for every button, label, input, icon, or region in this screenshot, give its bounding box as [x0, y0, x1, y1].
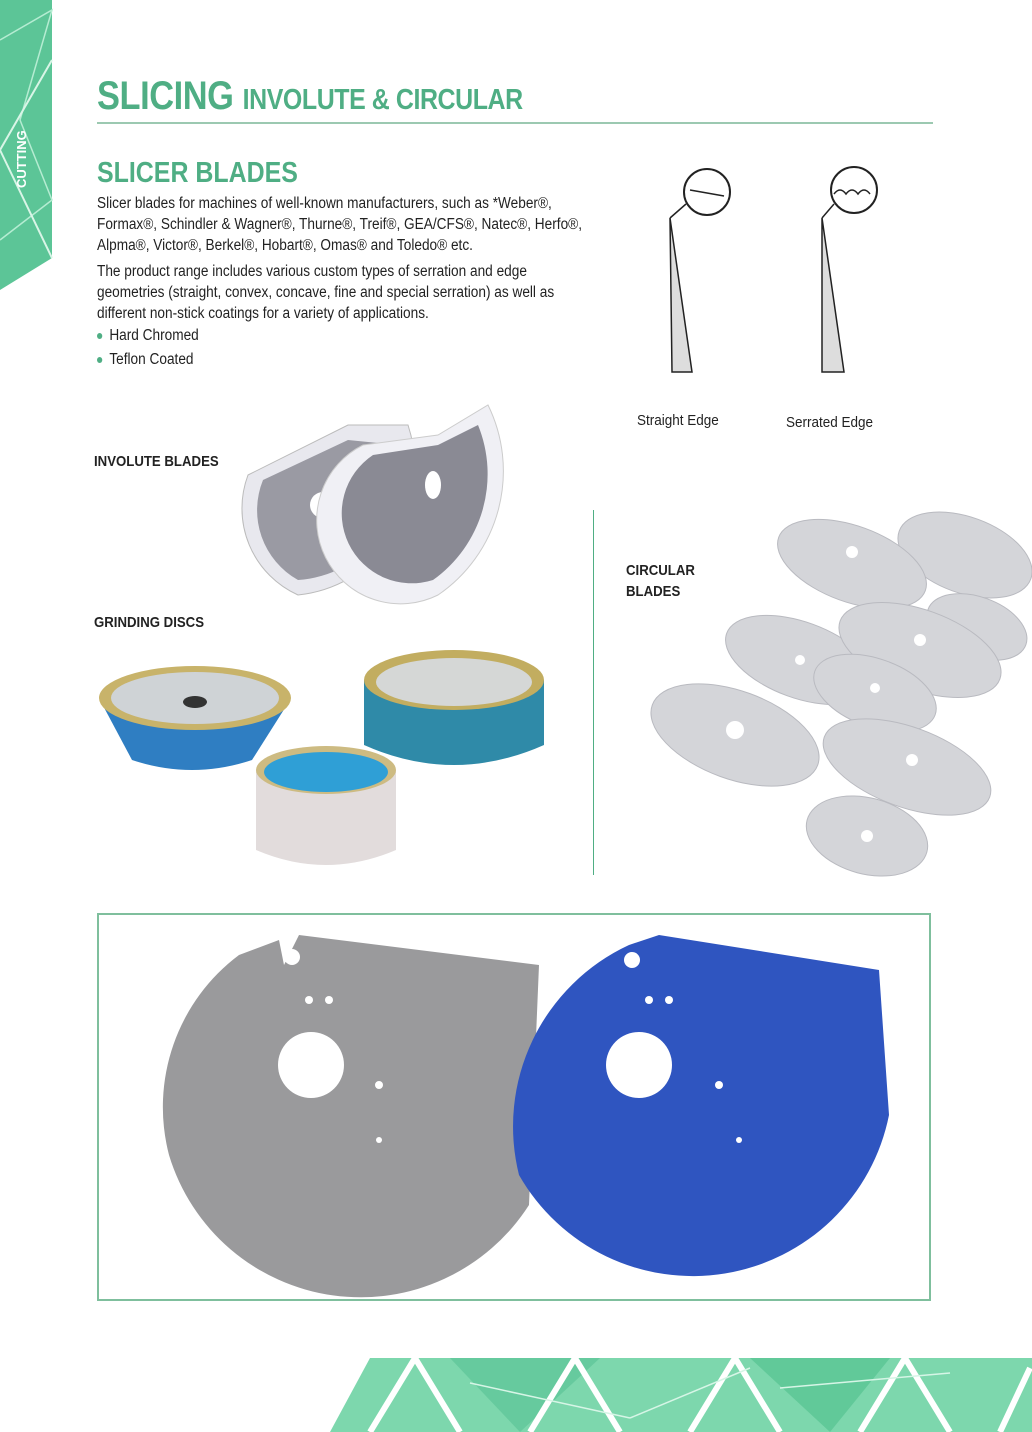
- title-sub: INVOLUTE & CIRCULAR: [242, 84, 523, 116]
- straight-edge-diagram: [650, 160, 750, 380]
- range-paragraph: The product range includes various custom types of serration and edge geometries (straight, convex, concave, fine and special serration) as well as different non-stick coatings for a variety of applications.: [97, 263, 555, 322]
- grinding-discs-image: [92, 640, 562, 880]
- section-heading: SLICER BLADES: [97, 157, 298, 189]
- involute-blades-image: [238, 385, 558, 605]
- serrated-edge-diagram: [800, 160, 900, 380]
- serrated-edge-label: Serrated Edge: [786, 414, 874, 431]
- grey-and-blue-involute-blades-image: [99, 915, 929, 1299]
- circular-label-line2: BLADES: [626, 583, 681, 600]
- bullet-item: [97, 351, 193, 369]
- column-divider: [593, 510, 594, 875]
- bullet-item: [97, 327, 199, 345]
- side-tab-label: CUTTING: [14, 130, 29, 188]
- bullet-dot-icon: [97, 333, 102, 339]
- bullet-text: Hard Chromed: [109, 327, 199, 344]
- circular-blades-image: [620, 480, 1032, 900]
- footer-decoration: [330, 1348, 1032, 1432]
- bullet-text: Teflon Coated: [109, 351, 194, 368]
- circular-label-line1: CIRCULAR: [626, 562, 695, 579]
- straight-edge-label: Straight Edge: [637, 412, 719, 429]
- featured-blades-frame: [97, 913, 931, 1301]
- involute-blades-label: INVOLUTE BLADES: [94, 453, 219, 470]
- intro-paragraph: Slicer blades for machines of well-known manufacturers, such as *Weber®, Formax®, Schindler & Wagner®, Thurne®, Treif®, GEA/CFS®, Natec®, Herfo®, Alpma®, Victor®, Berkel®, Hobart®, Omas® and Toledo® etc.: [97, 195, 583, 254]
- grinding-discs-label: GRINDING DISCS: [94, 614, 205, 631]
- title-main: SLICING: [97, 74, 234, 118]
- page-title: [97, 74, 523, 119]
- title-divider: [97, 122, 933, 124]
- bullet-dot-icon: [97, 357, 102, 363]
